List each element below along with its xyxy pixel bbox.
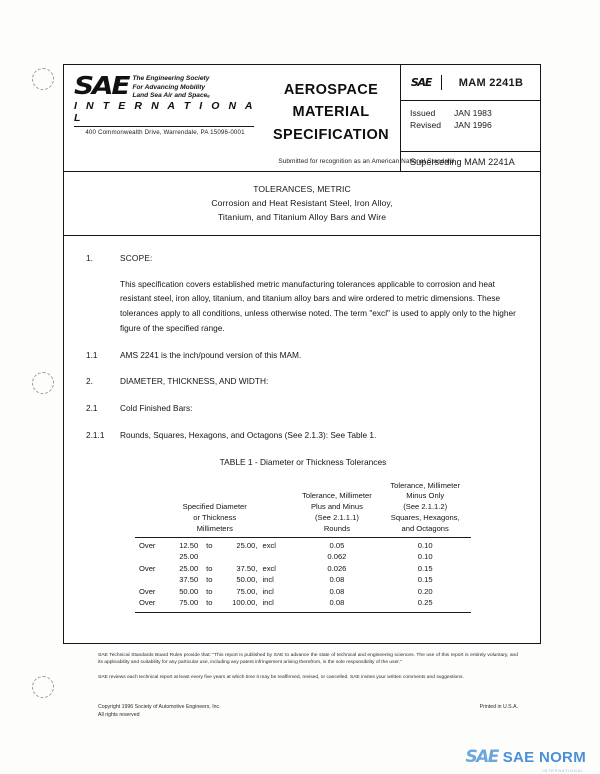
header-divider-rule bbox=[74, 126, 254, 127]
cell-high bbox=[218, 552, 259, 564]
footer-paragraph-1: SAE Technical Standards Board Rules provide that: "This report is published by SAE to advance the state of technical and engineering sciences. The use of this report is entirely voluntary, and its applicability and suitability for any particular use, including any patent infringement arising therefrom, is the sole responsibility of the user." bbox=[98, 653, 518, 666]
table-caption: TABLE 1 - Diameter or Thickness Tolerances bbox=[219, 456, 387, 467]
sae-logo-mark: SAE bbox=[74, 71, 129, 100]
th-specified-diameter bbox=[135, 479, 294, 537]
section-1-1-text: AMS 2241 is the inch/pound version of this MAM. bbox=[120, 349, 302, 360]
printed-in-line: Printed in U.S.A. bbox=[479, 704, 518, 710]
submitted-note: Submitted for recognition as an American National Standard bbox=[278, 158, 454, 165]
cell-plus-minus: 0.08 bbox=[329, 598, 345, 608]
cell-low: 50.00 bbox=[179, 586, 199, 596]
title-line-1: TOLERANCES, METRIC bbox=[253, 184, 351, 194]
cell-over bbox=[135, 552, 165, 564]
cell-to: to bbox=[206, 586, 213, 596]
th-plus-minus bbox=[294, 479, 379, 537]
tolerance-table-wrap bbox=[135, 479, 471, 613]
punch-hole-top bbox=[32, 68, 54, 90]
table-row bbox=[135, 552, 471, 564]
cell-minus-only: 0.25 bbox=[417, 598, 433, 608]
cell-low: 25.00 bbox=[179, 563, 199, 573]
section-scope-number: 1. bbox=[86, 252, 93, 263]
tolerance-table-head bbox=[135, 479, 471, 537]
cell-minus-only: 0.10 bbox=[417, 540, 433, 550]
cell-over: Over bbox=[139, 540, 156, 550]
document-dates bbox=[401, 101, 540, 152]
rights-line: All rights reserved bbox=[98, 712, 140, 719]
cell-qualifier: excl bbox=[262, 563, 276, 573]
revised-value: JAN 1996 bbox=[454, 120, 492, 131]
section-scope-paragraph: This specification covers established metric manufacturing tolerances applicable to corrosion and heat resistant steel, iron alloy, titanium, and titanium alloy bars and wire ordered to metric dimensions. These tolerances apply to all conditions, unless otherwise noted. The term "excl" is used to apply only to the higher figure of the specified range. bbox=[120, 278, 516, 333]
table-row bbox=[135, 598, 471, 610]
punch-hole-middle bbox=[32, 372, 54, 394]
title-line-2: Corrosion and Heat Resistant Steel, Iron Alloy, bbox=[211, 197, 393, 208]
th-col3-line-4: Squares, Hexagons, bbox=[390, 512, 460, 522]
table-row bbox=[135, 575, 471, 587]
doc-type-line-1: AEROSPACE bbox=[283, 82, 379, 98]
copyright-block bbox=[98, 703, 518, 719]
cell-plus-minus: 0.026 bbox=[327, 563, 347, 573]
section-2 bbox=[86, 375, 520, 389]
th-col1-line-1: Specified Diameter bbox=[182, 502, 247, 512]
cell-over bbox=[135, 575, 165, 587]
sae-logo bbox=[74, 71, 256, 101]
section-2-1-1-text: Rounds, Squares, Hexagons, and Octagons (See 2.1.3): See Table 1. bbox=[120, 429, 377, 440]
title-line-3: Titanium, and Titanium Alloy Bars and Wire bbox=[217, 211, 387, 222]
section-2-heading: DIAMETER, THICKNESS, AND WIDTH: bbox=[120, 376, 269, 387]
document-type-block bbox=[262, 65, 400, 171]
cell-to bbox=[200, 552, 218, 564]
th-col3-line-3: (See 2.1.1.2) bbox=[403, 502, 448, 512]
cell-qualifier: incl bbox=[262, 575, 274, 585]
cell-to: to bbox=[206, 575, 213, 585]
th-col3-line-2: Minus Only bbox=[406, 491, 445, 501]
sae-international-text: I N T E R N A T I O N A L bbox=[74, 100, 256, 125]
section-1-1 bbox=[86, 349, 520, 363]
th-col2-line-4: Rounds bbox=[323, 523, 351, 533]
document-frame bbox=[63, 64, 541, 644]
document-id-block bbox=[400, 65, 540, 171]
th-col1-line-2: or Thickness bbox=[193, 512, 237, 522]
th-col2-line-2: Plus and Minus bbox=[310, 502, 363, 512]
section-scope-heading: SCOPE: bbox=[120, 252, 153, 263]
cell-plus-minus: 0.062 bbox=[327, 552, 347, 562]
watermark-subtext: INTERNATIONAL bbox=[542, 769, 584, 773]
sae-address: 400 Commonwealth Drive, Warrendale, PA 15096-0001 bbox=[85, 129, 245, 137]
cell-low: 25.00 bbox=[179, 552, 199, 562]
cell-to: to bbox=[206, 598, 213, 608]
cell-qualifier: excl bbox=[262, 540, 276, 550]
revised-row bbox=[410, 119, 540, 131]
document-header bbox=[64, 65, 540, 172]
section-2-number: 2. bbox=[86, 376, 93, 387]
table-row bbox=[135, 586, 471, 598]
th-col3-line-1: Tolerance, Millimeter bbox=[390, 480, 460, 490]
th-col2-line-3: (See 2.1.1.1) bbox=[314, 512, 359, 522]
cell-high: 75.00, bbox=[236, 586, 258, 596]
footer-boilerplate bbox=[98, 652, 518, 688]
watermark-sae-icon: SAE bbox=[465, 747, 498, 767]
section-2-1-number: 2.1 bbox=[86, 403, 98, 414]
document-number: MAM 2241B bbox=[458, 76, 524, 89]
cell-low: 75.00 bbox=[179, 598, 199, 608]
table-row bbox=[135, 537, 471, 552]
section-2-1-heading: Cold Finished Bars: bbox=[120, 403, 193, 414]
watermark-text: SAE NORM bbox=[502, 749, 586, 766]
cell-qualifier bbox=[259, 552, 294, 564]
cell-plus-minus: 0.05 bbox=[329, 540, 345, 550]
sae-tagline-line-2: For Advancing Mobility bbox=[132, 83, 206, 91]
tolerance-table bbox=[135, 479, 471, 610]
punch-hole-bottom bbox=[32, 676, 54, 698]
cell-qualifier: incl bbox=[262, 586, 274, 596]
table-bottom-rule bbox=[135, 612, 471, 613]
doc-type-line-2: MATERIAL bbox=[292, 104, 370, 121]
issued-value: JAN 1983 bbox=[454, 108, 492, 118]
cell-high: 37.50, bbox=[236, 563, 258, 573]
cell-plus-minus: 0.08 bbox=[329, 575, 345, 585]
document-body bbox=[64, 236, 540, 613]
cell-plus-minus: 0.08 bbox=[329, 586, 345, 596]
copyright-line: Copyright 1996 Society of Automotive Engineers, Inc. bbox=[98, 704, 221, 710]
sae-norm-watermark bbox=[466, 749, 586, 766]
cell-to: to bbox=[206, 540, 213, 550]
sae-tagline-line-1: The Engineering Society bbox=[132, 75, 210, 82]
cell-minus-only: 0.15 bbox=[417, 575, 433, 585]
doc-number-row bbox=[401, 65, 540, 101]
cell-to: to bbox=[206, 563, 213, 573]
table-header-row bbox=[135, 479, 471, 537]
issued-label: Issued bbox=[410, 108, 436, 118]
cell-high: 100.00, bbox=[232, 598, 258, 608]
doc-type-line-3: SPECIFICATION bbox=[272, 126, 390, 143]
th-col1-line-3: Millimeters bbox=[196, 523, 233, 533]
document-title bbox=[64, 172, 540, 236]
tolerance-table-body bbox=[135, 537, 471, 609]
cell-over: Over bbox=[139, 586, 156, 596]
cell-high: 50.00, bbox=[236, 575, 258, 585]
cell-over: Over bbox=[139, 563, 156, 573]
th-col3-line-5: and Octagons bbox=[401, 523, 449, 533]
table-row bbox=[135, 563, 471, 575]
cell-low: 12.50 bbox=[179, 540, 199, 550]
sae-tagline bbox=[132, 74, 210, 101]
cell-minus-only: 0.15 bbox=[417, 563, 433, 573]
superseding-note: Superseding MAM 2241A bbox=[410, 157, 515, 167]
cell-high: 25.00, bbox=[236, 540, 258, 550]
cell-qualifier: incl bbox=[262, 598, 274, 608]
footer-paragraph-2: SAE reviews each technical report at least every five years at which time it may be reaffirmed, revised, or cancelled. SAE invites your written comments and suggestions. bbox=[98, 674, 464, 680]
cell-minus-only: 0.10 bbox=[417, 552, 433, 562]
th-col2-line-1: Tolerance, Millimeter bbox=[302, 491, 372, 501]
cell-minus-only: 0.20 bbox=[417, 586, 433, 596]
cell-over: Over bbox=[139, 598, 156, 608]
sae-tagline-line-3: Land Sea Air and Spaceₑ bbox=[132, 92, 210, 100]
section-scope bbox=[86, 252, 520, 336]
revised-label: Revised bbox=[410, 120, 442, 131]
section-1-1-number: 1.1 bbox=[86, 349, 98, 360]
th-minus-only bbox=[379, 479, 471, 537]
cell-low: 37.50 bbox=[179, 575, 199, 585]
section-2-1-1 bbox=[86, 429, 520, 443]
issued-row bbox=[410, 107, 540, 119]
sae-badge-icon: SAE bbox=[401, 75, 442, 90]
section-2-1 bbox=[86, 402, 520, 416]
section-2-1-1-number: 2.1.1 bbox=[86, 429, 105, 440]
